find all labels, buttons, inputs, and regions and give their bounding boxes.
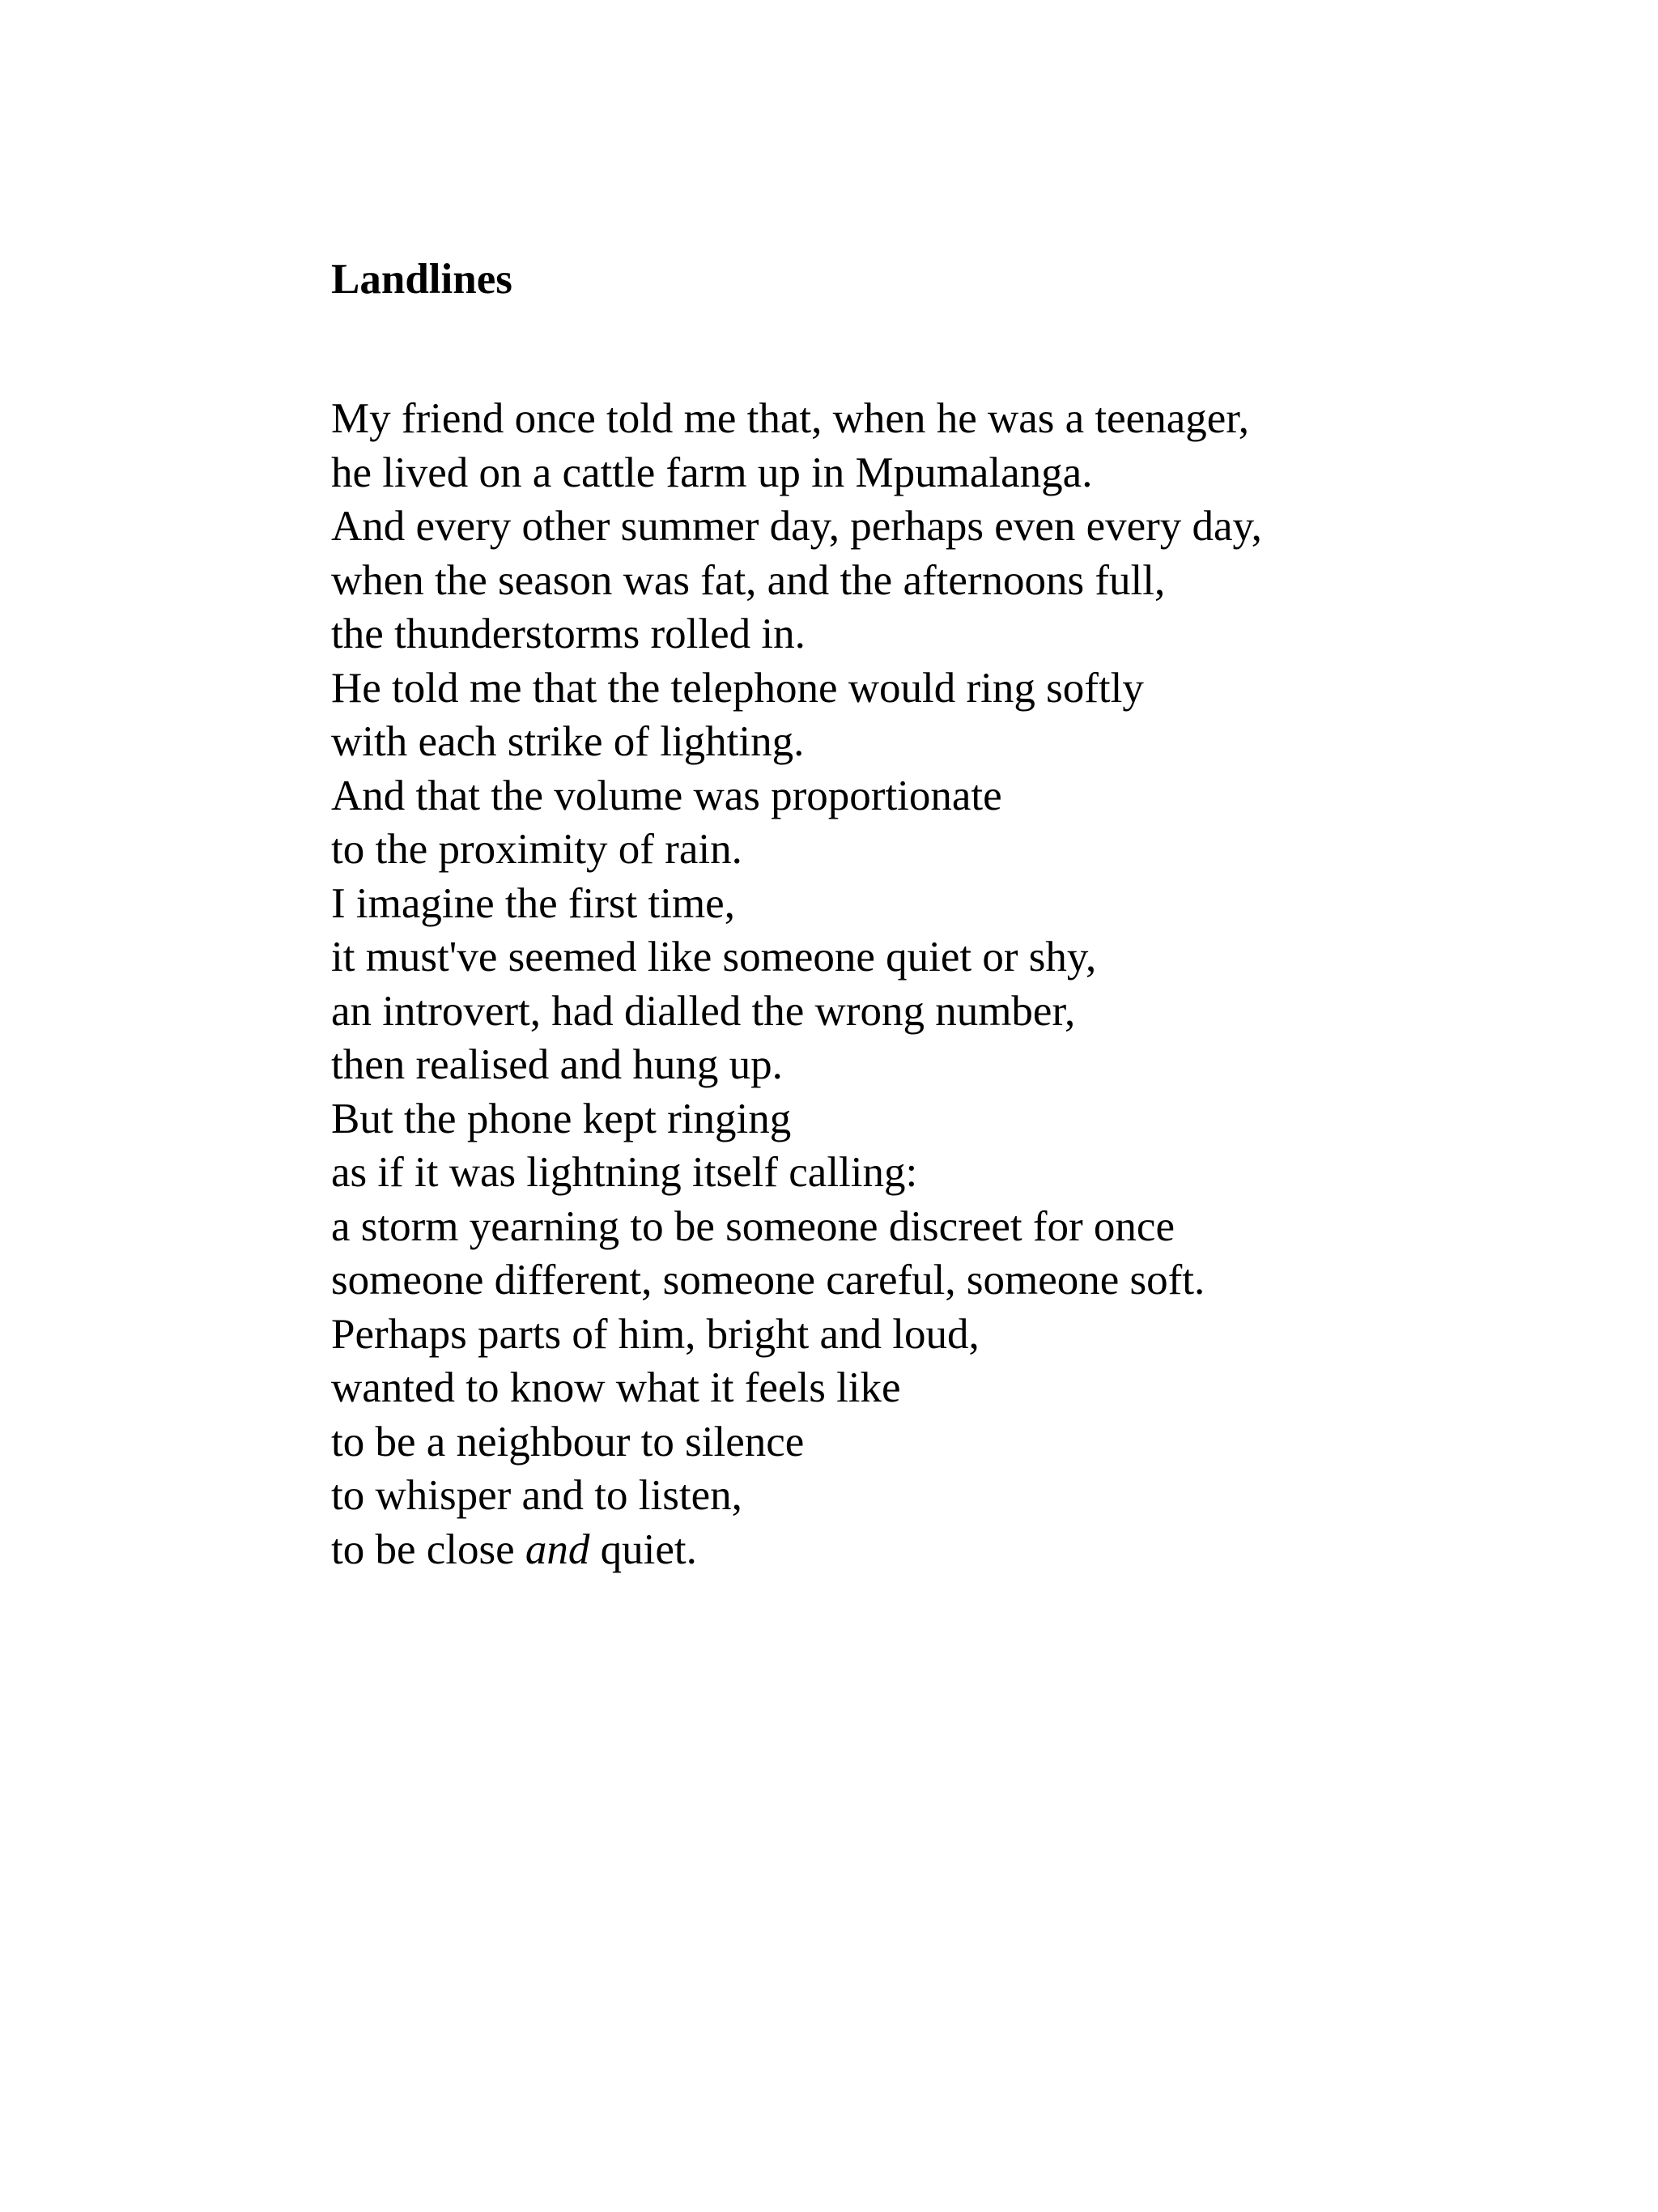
poem-line: And that the volume was proportionate	[331, 772, 1002, 819]
poem-body	[331, 392, 1465, 1576]
poem-line: My friend once told me that, when he was a teenager,	[331, 395, 1250, 442]
poem-title: Landlines	[331, 256, 512, 303]
poem	[331, 253, 1465, 1576]
poem-line: wanted to know what it feels like	[331, 1364, 901, 1411]
poem-line: to be a neighbour to silence	[331, 1418, 805, 1465]
poem-line: with each strike of lighting.	[331, 718, 805, 765]
poem-line: an introvert, had dialled the wrong number,	[331, 987, 1076, 1035]
poem-last-line	[331, 1523, 1465, 1577]
poem-line: someone different, someone careful, someone soft.	[331, 1257, 1205, 1304]
poem-line: But the phone kept ringing	[331, 1095, 792, 1142]
poem-line: Perhaps parts of him, bright and loud,	[331, 1310, 980, 1358]
poem-line: He told me that the telephone would ring softly	[331, 664, 1144, 712]
last-line-end: quiet.	[589, 1525, 697, 1573]
emphasized-word: and	[525, 1525, 590, 1573]
poem-line: to the proximity of rain.	[331, 826, 742, 873]
poem-line: it must've seemed like someone quiet or shy,	[331, 934, 1097, 981]
poem-line: as if it was lightning itself calling:	[331, 1149, 918, 1196]
poem-line: when the season was fat, and the afternoons full,	[331, 556, 1166, 604]
poem-line: he lived on a cattle farm up in Mpumalanga.	[331, 449, 1093, 496]
last-line-start: to be close	[331, 1525, 525, 1573]
poem-line: I imagine the first time,	[331, 879, 735, 927]
poem-line: a storm yearning to be someone discreet for once	[331, 1202, 1175, 1250]
poem-line: And every other summer day, perhaps even every day,	[331, 503, 1262, 550]
poem-line: then realised and hung up.	[331, 1041, 783, 1088]
poem-line: to whisper and to listen,	[331, 1472, 742, 1519]
poem-line: the thunderstorms rolled in.	[331, 610, 806, 657]
